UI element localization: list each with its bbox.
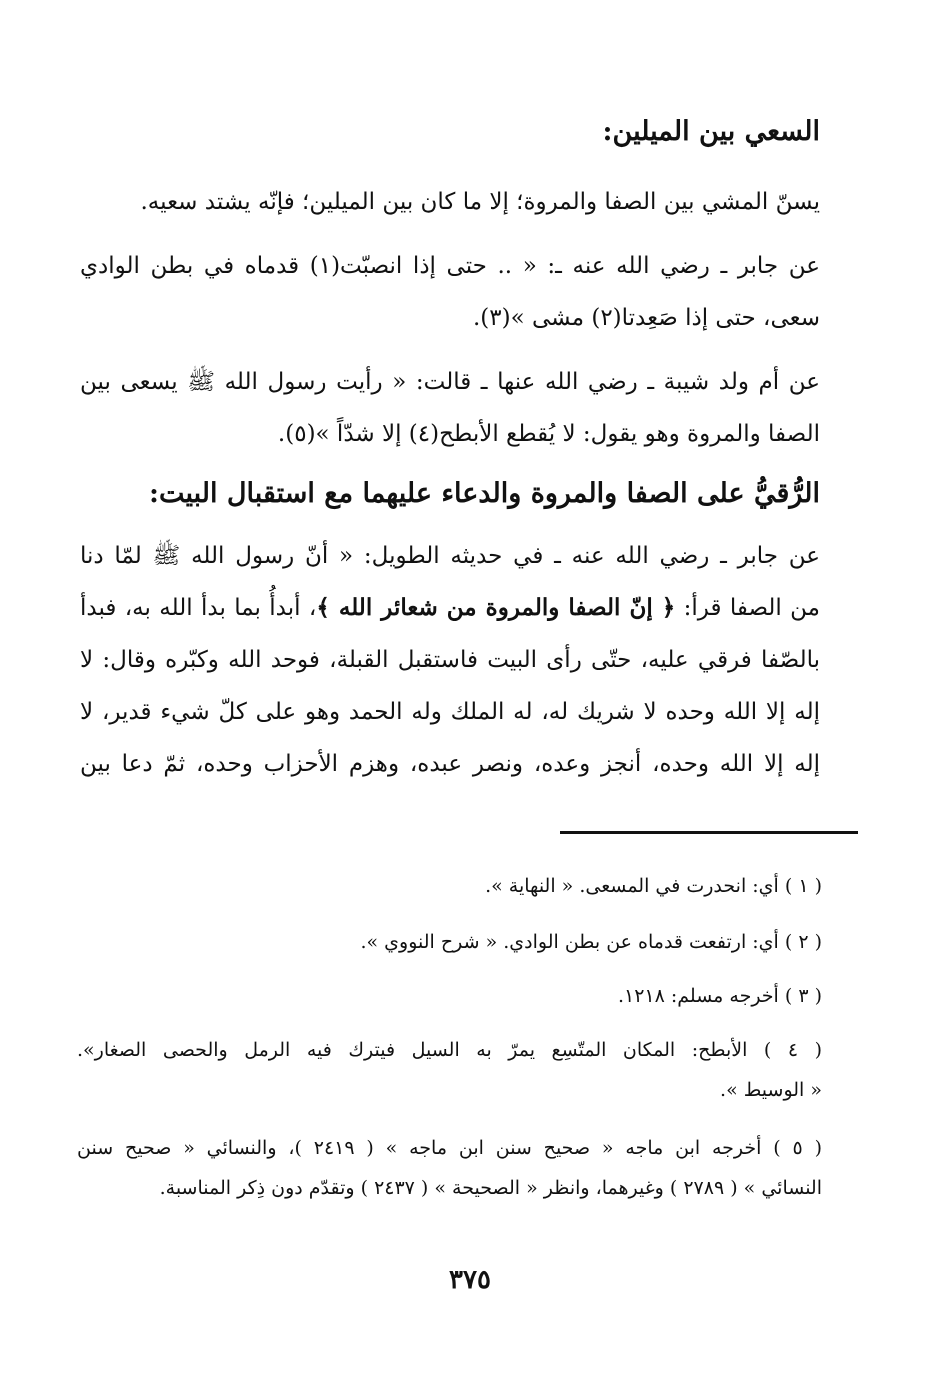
paragraph-line: عن جابر ـ رضي الله عنه ـ في حديثه الطويل: « أنّ رسول الله ﷺ لمّا دنا (80, 543, 820, 569)
footnote-line: « الوسيط ». (720, 1079, 822, 1101)
footnote-5 (77, 1128, 822, 1208)
footnote-3 (77, 976, 822, 1016)
paragraph-jabir-hadith (80, 240, 820, 344)
paragraph-line (80, 582, 820, 634)
section-heading-ascending: الرُّقيُّ على الصفا والمروة والدعاء عليهما مع استقبال البيت: (149, 478, 820, 509)
line-text: من الصفا قرأ: (675, 595, 820, 621)
paragraph-sunnah-walking (80, 176, 820, 228)
footnote-line: ( ٢ ) أي: ارتفعت قدماه عن بطن الوادي. « شرح النووي ». (360, 931, 822, 953)
section-heading-sai: السعي بين الميلين: (602, 116, 820, 147)
footnote-separator (560, 831, 858, 834)
footnote-line: ( ٥ ) أخرجه ابن ماجه « صحيح سنن ابن ماجه » ( ٢٤١٩ )، والنسائي « صحيح سنن (77, 1137, 823, 1159)
paragraph-line: يسنّ المشي بين الصفا والمروة؛ إلا ما كان بين الميلين؛ فإنّه يشتد سعيه. (140, 189, 820, 215)
footnote-line: ( ٤ ) الأبطح: المكان المتّسِع يمرّ به السيل فيترك فيه الرمل والحصى الصغار». (77, 1039, 822, 1061)
page-number: ٣٧٥ (449, 1265, 491, 1295)
paragraph-line: بالصّفا فرقي عليه، حتّى رأى البيت فاستقبل القبلة، فوحد الله وكبّره وقال: لا (80, 647, 820, 673)
quran-verse: ﴿ إنّ الصفا والمروة من شعائر الله ﴾ (316, 594, 676, 621)
paragraph-line: عن جابر ـ رضي الله عنه ـ: « .. حتى إذا انصبّت(١) قدماه في بطن الوادي (80, 253, 820, 279)
footnote-2 (77, 922, 822, 962)
paragraph-line: سعى، حتى إذا صَعِدتا(٢) مشى »(٣). (473, 305, 820, 331)
footnote-4 (77, 1030, 822, 1110)
footnote-line: ( ٣ ) أخرجه مسلم: ١٢١٨. (617, 985, 822, 1007)
paragraph-line: إله إلا الله وحده لا شريك له، له الملك وله الحمد وهو على كلّ شيء قدير، لا (80, 699, 820, 725)
footnote-1 (77, 866, 822, 906)
paragraph-line: إله إلا الله وحده، أنجز وعده، ونصر عبده، وهزم الأحزاب وحده، ثمّ دعا بين (80, 751, 820, 777)
paragraph-jabir-long-hadith (80, 530, 820, 790)
line-text: ، أبدأُ بما بدأ الله به، فبدأ (80, 595, 317, 621)
paragraph-line: الصفا والمروة وهو يقول: لا يُقطع الأبطح(٤) إلا شدّاً »(٥). (277, 421, 820, 447)
paragraph-umm-walad-hadith (80, 356, 820, 460)
paragraph-line: عن أم ولد شيبة ـ رضي الله عنها ـ قالت: « رأيت رسول الله ﷺ يسعى بين (80, 369, 820, 395)
footnote-line: النسائي » ( ٢٧٨٩ ) وغيرهما، وانظر « الصحيحة » ( ٢٤٣٧ ) وتقدّم دون ذِكر المناسبة. (159, 1177, 822, 1199)
footnote-line: ( ١ ) أي: انحدرت في المسعى. « النهاية ». (485, 875, 822, 897)
